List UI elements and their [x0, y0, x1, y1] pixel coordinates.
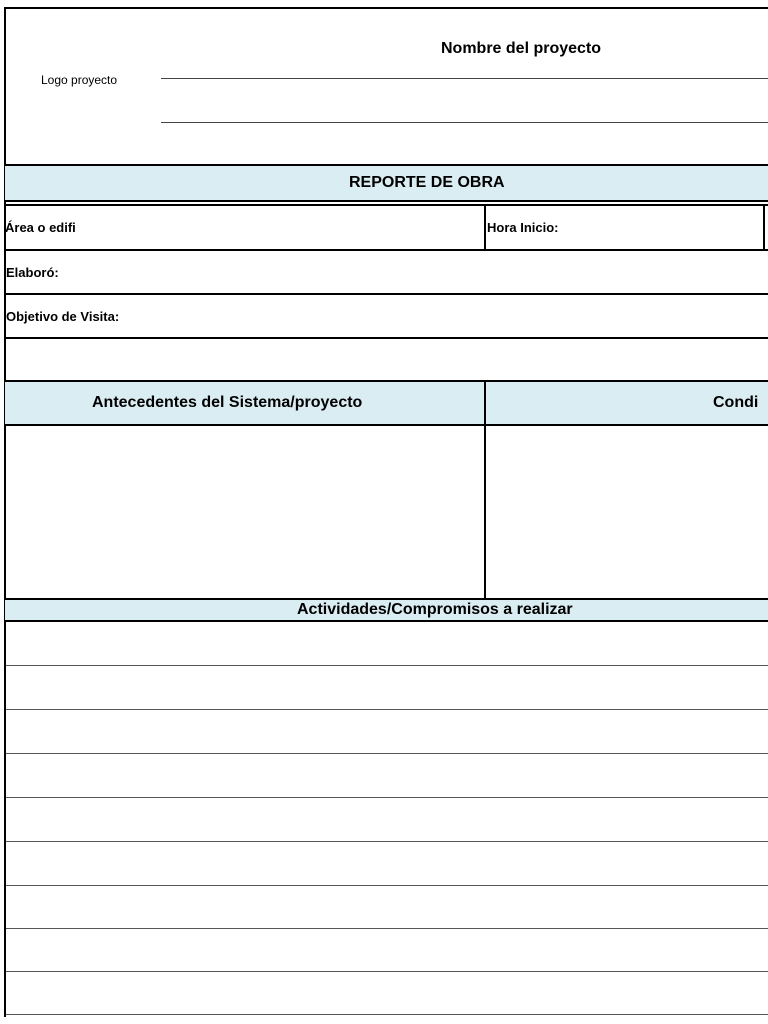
header-rule-1	[161, 78, 768, 79]
activities-header: Actividades/Compromisos a realizar	[297, 601, 573, 618]
project-name: Nombre del proyecto	[441, 40, 602, 57]
report-title-band	[5, 166, 768, 200]
elaboro-field[interactable]	[6, 251, 766, 293]
logo-placeholder: Logo proyecto	[41, 73, 118, 87]
objetivo-field[interactable]	[6, 295, 766, 337]
activity-row[interactable]	[6, 929, 768, 971]
objetivo-label: Objetivo de Visita:	[6, 308, 120, 324]
area-field[interactable]	[5, 206, 485, 248]
activity-row[interactable]	[6, 798, 768, 841]
activity-row[interactable]	[6, 710, 768, 753]
report-title: REPORTE DE OBRA	[349, 174, 505, 191]
activity-row[interactable]	[6, 754, 768, 797]
title-bottom-border	[4, 200, 768, 202]
activity-row[interactable]	[6, 622, 768, 665]
area-divider	[484, 206, 486, 250]
activity-row[interactable]	[6, 886, 768, 928]
top-border	[4, 7, 768, 9]
activity-row[interactable]	[6, 842, 768, 885]
activities-band	[5, 600, 768, 620]
header-rule-2	[161, 122, 768, 123]
area-label: Área o edifi	[5, 219, 76, 235]
elaboro-label: Elaboró:	[6, 264, 59, 280]
activity-row[interactable]	[6, 666, 768, 709]
hora-inicio-field[interactable]	[487, 206, 763, 248]
objetivo-extra-field[interactable]	[6, 339, 766, 381]
hora-inicio-label: Hora Inicio:	[487, 219, 559, 235]
activity-row[interactable]	[6, 972, 768, 1014]
antecedentes-content[interactable]	[6, 426, 484, 598]
activity-row-line	[6, 1014, 768, 1015]
hora-right-border	[763, 206, 765, 250]
condiciones-header: Condi	[713, 394, 759, 411]
antecedentes-header: Antecedentes del Sistema/proyecto	[92, 394, 363, 411]
condiciones-content[interactable]	[486, 426, 768, 598]
